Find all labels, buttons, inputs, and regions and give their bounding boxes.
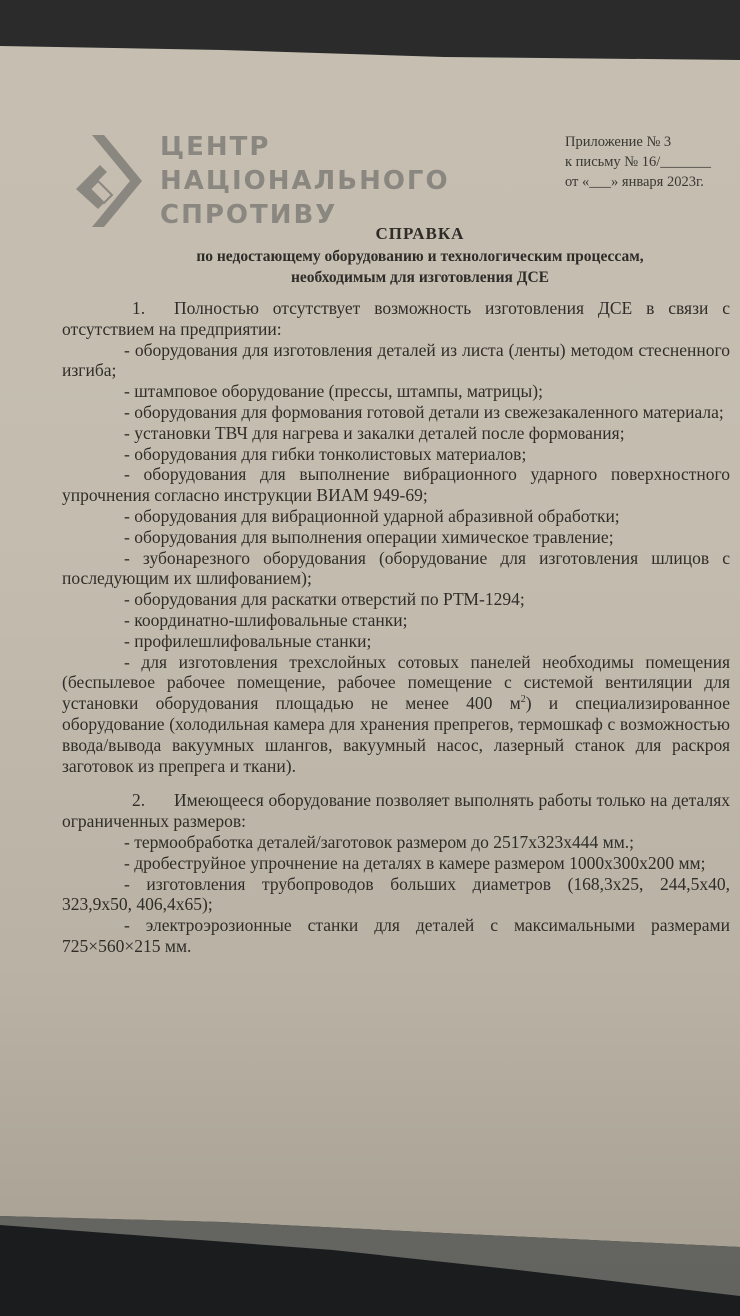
logo-line-2: НАЦІОНАЛЬНОГО [160, 166, 450, 196]
list-item: - термообработка деталей/заготовок размером до 2517х323х444 мм.; [124, 831, 635, 852]
chevron-bracket-logo-icon [74, 131, 146, 231]
logo-wordmark [160, 130, 450, 232]
organization-logo [74, 130, 450, 232]
document-body [62, 298, 730, 957]
section-2-number: 2. [132, 790, 146, 811]
list-item: - оборудования для раскатки отверстий по РТМ-1294; [124, 589, 525, 610]
section-1-intro [62, 298, 730, 340]
document-title: СПРАВКА [375, 224, 465, 243]
list-item: - изготовления трубопроводов больших диаметров (168,3х25, 244,5х40, 323,9х50, 406,4х65); [62, 873, 730, 915]
list-item: - оборудования для гибки тонколистовых материалов; [124, 443, 527, 464]
list-item: - электроэрозионные станки для деталей с максимальными размерами 725×560×215 мм. [62, 915, 730, 956]
honeycomb-text-part-2: ) и специализированное оборудование (холодильная камера для хранения препрегов, термошкаф с возможностью ввода/вывода вакуумных шлангов, вакуумный насос, лазерный станок для раскроя заготовок из препрега и ткани). [62, 693, 730, 776]
list-item: - штамповое оборудование (прессы, штампы, матрицы); [124, 381, 543, 402]
annex-reference [565, 132, 711, 192]
logo-line-1: ЦЕНТР [160, 132, 271, 162]
list-item: - оборудования для формования готовой детали из свежезакаленного материала; [124, 401, 724, 422]
section-2-intro [62, 790, 730, 832]
list-item: - оборудования для выполнения операции химическое травление; [124, 526, 614, 547]
letter-number: к письму № 16/_______ [565, 154, 712, 170]
logo-line-3: СПРОТИВУ [160, 200, 338, 230]
list-item: - установки ТВЧ для нагрева и закалки деталей после формования; [124, 422, 625, 443]
list-item: - оборудования для выполнение вибрационного ударного поверхностного упрочнения согласно инструкции ВИАМ 949-69; [62, 464, 730, 506]
section-1-number: 1. [132, 298, 146, 318]
letter-date: от «___» января 2023г. [565, 174, 704, 190]
list-item: - профилешлифовальные станки; [124, 630, 372, 651]
document-subtitle-line-1: по недостающему оборудованию и технологическим процессам, [196, 248, 644, 265]
list-item: - координатно-шлифовальные станки; [124, 609, 408, 630]
document-title-block [120, 222, 720, 288]
list-item: - зубонарезного оборудования (оборудование для изготовления шлицов с последующим их шлифованием); [62, 547, 730, 589]
area-superscript: 2 [520, 694, 526, 706]
section-spacer [62, 776, 730, 790]
honeycomb-text-part-1: - для изготовления трехслойных сотовых панелей необходимы помещения (беспылевое рабочее помещение, рабочее помещение с системой вентиляции для установки оборудования площадью не менее 400 м [62, 651, 730, 714]
section-1-intro-text: Полностью отсутствует возможность изготовления ДСЕ в связи с отсутствием на предприятии: [62, 298, 730, 339]
list-item-honeycomb-panels [62, 652, 730, 777]
document-subtitle-line-2: необходимым для изготовления ДСЕ [290, 269, 550, 286]
annex-number: Приложение № 3 [565, 134, 672, 150]
list-item: - оборудования для вибрационной ударной абразивной обработки; [124, 505, 620, 526]
section-2-intro-text: Имеющееся оборудование позволяет выполнять работы только на деталях ограниченных размеров: [62, 790, 730, 832]
list-item: - дробеструйное упрочнение на деталях в камере размером 1000х300х200 мм; [124, 852, 706, 873]
list-item: - оборудования для изготовления деталей из листа (ленты) методом стесненного изгиба; [62, 339, 730, 381]
